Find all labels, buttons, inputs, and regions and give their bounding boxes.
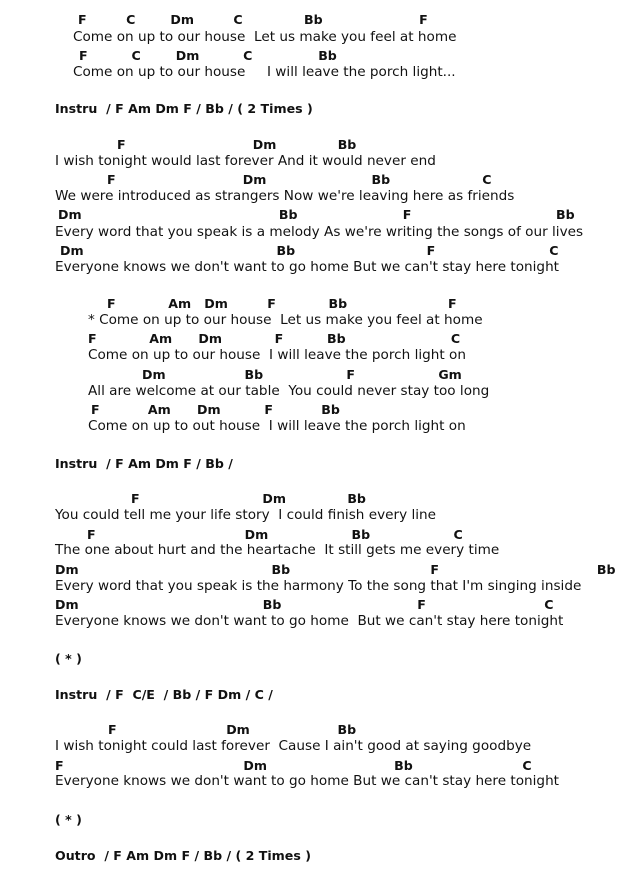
chord-line: F Dm Bb <box>108 722 357 737</box>
lyric-line: Come on up to our house I will leave the porch light... <box>73 64 456 80</box>
chord-line: F Am Dm F Bb <box>91 402 340 417</box>
instrumental-label: Instru / F Am Dm F / Bb / <box>55 456 233 471</box>
chord-line: Dm Bb F C <box>55 597 554 612</box>
lyric-line: You could tell me your life story I could finish every line <box>55 507 436 523</box>
lyric-line: Everyone knows we don't want to go home But we can't stay here tonight <box>55 773 560 789</box>
chord-line: F Am Dm F Bb F <box>107 296 457 311</box>
chord-line: F C Dm C Bb F <box>78 12 428 27</box>
chord-line: F C Dm C Bb <box>79 48 337 63</box>
instrumental-label: Instru / F C/E / Bb / F Dm / C / <box>55 687 273 702</box>
lyric-line: Come on up to out house I will leave the porch light on <box>88 418 466 434</box>
chord-line: Dm Bb F Bb <box>55 562 616 577</box>
chord-line: Dm Bb F Bb <box>58 207 575 222</box>
lyric-line: I wish tonight could last forever Cause I ain't good at saying goodbye <box>55 738 532 754</box>
chord-line: Dm Bb F C <box>60 243 559 258</box>
lyric-line: We were introduced as strangers Now we're leaving here as friends <box>55 188 515 204</box>
outro-label: Outro / F Am Dm F / Bb / ( 2 Times ) <box>55 848 311 863</box>
chorus-reference: ( * ) <box>55 651 82 666</box>
chord-line: Dm Bb F Gm <box>142 367 462 382</box>
lyric-line: Come on up to our house I will leave the porch light on <box>88 347 466 363</box>
chord-line: F Am Dm F Bb C <box>88 331 461 346</box>
lyric-line: Come on up to our house Let us make you feel at home <box>73 29 457 45</box>
lyric-line: I wish tonight would last forever And it would never end <box>55 153 436 169</box>
instrumental-label: Instru / F Am Dm F / Bb / ( 2 Times ) <box>55 101 313 116</box>
lyric-line: Every word that you speak is a melody As we're writing the songs of our lives <box>55 224 584 240</box>
lyric-line: Everyone knows we don't want to go home But we can't stay here tonight <box>55 259 560 275</box>
chord-line: F Dm Bb <box>131 491 366 506</box>
chord-line: F Dm Bb <box>117 137 357 152</box>
chord-line: F Dm Bb C <box>55 758 532 773</box>
chord-line: F Dm Bb C <box>107 172 492 187</box>
chorus-reference: ( * ) <box>55 812 82 827</box>
lyric-line: The one about hurt and the heartache It still gets me every time <box>55 542 500 558</box>
lyric-line: * Come on up to our house Let us make you feel at home <box>88 312 483 328</box>
lyric-line: Everyone knows we don't want to go home But we can't stay here tonight <box>55 613 564 629</box>
lyric-line: All are welcome at our table You could never stay too long <box>88 383 490 399</box>
lyric-line: Every word that you speak is the harmony To the song that I'm singing inside <box>55 578 582 594</box>
chord-line: F Dm Bb C <box>87 527 463 542</box>
